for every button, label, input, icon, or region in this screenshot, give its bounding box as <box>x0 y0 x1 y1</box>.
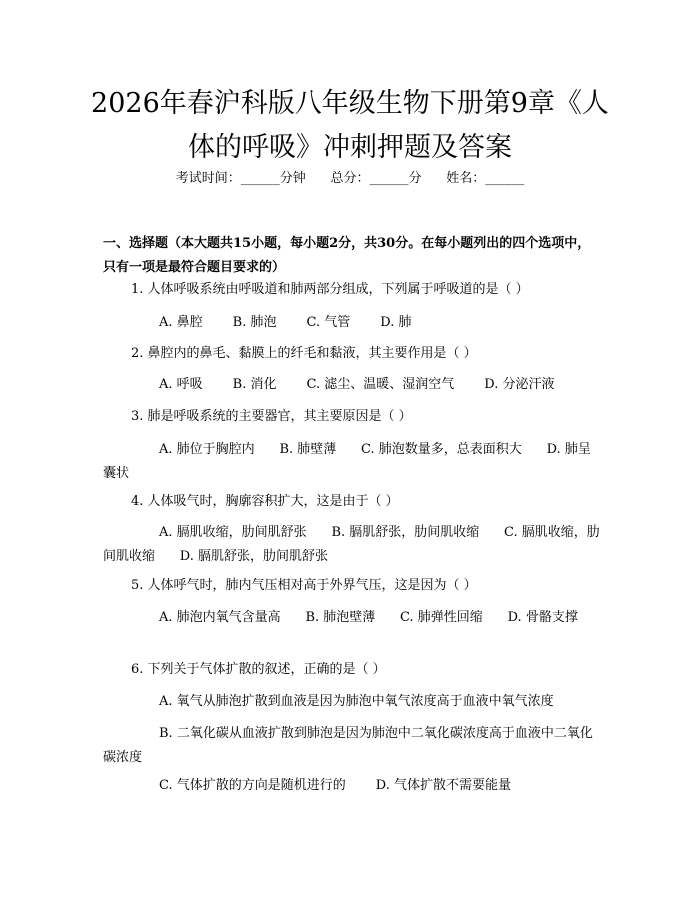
option-d: D. 气体扩散不需要能量 <box>375 778 511 793</box>
question-1-options <box>103 311 600 335</box>
option-c: C. 气管 <box>306 315 351 330</box>
question-5-options: A. 肺泡内氧气含量高 B. 肺泡壁薄 C. 肺弹性回缩 D. 骨骼支撑 <box>159 610 578 625</box>
option-c: C. 气体扩散的方向是随机进行的 <box>159 778 346 793</box>
section-heading: 一、选择题（本大题共15小题，每小题2分，共30分。在每小题列出的四个选项中，只有一项是最符合题目要求的） <box>103 236 591 275</box>
document-title: 2026年春沪科版八年级生物下册第9章《人体的呼吸》冲刺押题及答案 <box>91 88 609 163</box>
question-stem: 2. 鼻腔内的鼻毛、黏膜上的纤毛和黏液，其主要作用是（ ） <box>131 346 477 361</box>
question-2 <box>103 342 600 366</box>
exam-info-line: 考试时间：______分钟 总分：______分 姓名：______ <box>175 171 525 186</box>
option-b: B. 二氧化碳从血液扩散到肺泡是因为肺泡中二氧化碳浓度高于血液中二氧化碳浓度 <box>103 726 593 765</box>
question-6 <box>103 658 600 682</box>
option-b: B. 肺泡 <box>232 315 277 330</box>
question-stem: 6. 下列关于气体扩散的叙述，正确的是（ ） <box>131 662 386 677</box>
question-stem: 3. 肺是呼吸系统的主要器官，其主要原因是（ ） <box>131 409 412 424</box>
option-a: A. 氧气从肺泡扩散到血液是因为肺泡中氧气浓度高于血液中氧气浓度 <box>159 694 554 709</box>
option-d: D. 分泌汗液 <box>484 377 555 392</box>
option-c: C. 滤尘、温暖、湿润空气 <box>306 377 455 392</box>
question-5 <box>103 574 600 598</box>
question-4-options: A. 膈肌收缩，肋间肌舒张 B. 膈肌舒张，肋间肌收缩 C. 膈肌收缩，肋间肌收缩 D. 膈肌舒张，肋间肌舒张 <box>103 525 600 564</box>
option-d: D. 肺 <box>380 315 412 330</box>
question-2-options <box>103 373 600 397</box>
question-stem: 4. 人体吸气时，胸廓容积扩大，这是由于（ ） <box>131 494 399 509</box>
option-a: A. 呼吸 <box>159 377 203 392</box>
question-6-options-cd <box>103 774 600 798</box>
option-a: A. 鼻腔 <box>159 315 203 330</box>
option-b: B. 消化 <box>232 377 277 392</box>
question-4 <box>103 490 600 514</box>
question-1 <box>103 278 600 302</box>
question-3-options: A. 肺位于胸腔内 B. 肺壁薄 C. 肺泡数量多，总表面积大 D. 肺呈囊状 <box>103 442 591 481</box>
question-3 <box>103 405 600 429</box>
question-stem: 5. 人体呼气时，肺内气压相对高于外界气压，这是因为（ ） <box>131 578 477 593</box>
question-stem: 1. 人体呼吸系统由呼吸道和肺两部分组成，下列属于呼吸道的是（ ） <box>131 282 529 297</box>
